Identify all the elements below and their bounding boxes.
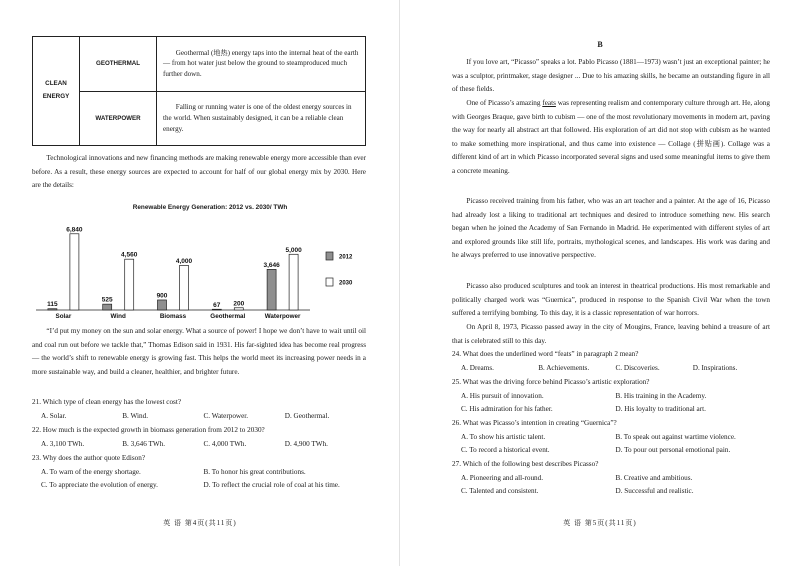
table-category-cell: [33, 37, 80, 145]
question-stem: 27. Which of the following best describes Picasso?: [452, 460, 599, 468]
question-23: [32, 452, 366, 493]
clean-energy-table: [32, 36, 366, 146]
bar-waterpower-2030: [289, 254, 298, 310]
legend-label: 2030: [339, 280, 353, 287]
renewable-energy-bar-chart: [28, 212, 368, 324]
passage-paragraph-4: Picasso also produced sculptures and took an interest in theatrical productions. His most remarkable and politically charged work was “Guernica”, produced in response to the Spanish Civil War when the town suffered a terrifying bombing. To this day, it is a classic representation of war horrors.: [452, 282, 770, 318]
option-a[interactable]: A. To show his artistic talent.: [461, 432, 546, 441]
option-b[interactable]: B. To honor his great contributions.: [203, 467, 306, 476]
intro-paragraph: Technological innovations and new financing methods are making renewable energy more accessible than ever before. As a result, these energy sources are expected to account for half of our global energy mix by 2030. Here are the details:: [32, 154, 366, 190]
option-c[interactable]: C. Talented and consistent.: [461, 487, 539, 496]
bar-wind-2012: [103, 304, 112, 310]
option-d[interactable]: D. Inspirations.: [692, 363, 738, 372]
question-stem: 25. What was the driving force behind Picasso’s artistic exploration?: [452, 378, 650, 386]
bar-value-label: 67: [213, 301, 221, 309]
question-22: [32, 424, 366, 451]
option-d[interactable]: D. 4,900 TWh.: [284, 439, 328, 448]
edison-quote-paragraph: “I’d put my money on the sun and solar energy. What a source of power! I hope we don’t have to wait until oil and coal run out before we tackle that,” Thomas Edison said in 1931. His far-sighted idea has become real progress — the world’s shift to renewable energy is growing fast. This helps the world meet its increasing power needs in a more sustainable way, and build a cleaner, healthier, and brighter future.: [32, 327, 366, 376]
option-c[interactable]: C. To appreciate the evolution of energy.: [41, 481, 158, 490]
table-row: [80, 37, 365, 91]
question-stem: 21. Which type of clean energy has the lowest cost?: [32, 398, 182, 406]
option-d[interactable]: D. His loyalty to traditional art.: [615, 405, 706, 414]
paragraph-text: One of Picasso’s amazing: [466, 99, 543, 107]
question-24: [452, 348, 770, 375]
energy-name: WATERPOWER: [80, 92, 157, 146]
bar-value-label: 5,000: [285, 246, 302, 254]
question-27: [452, 458, 770, 499]
bar-value-label: 525: [101, 296, 113, 304]
bar-geothermal-2030: [234, 308, 243, 310]
question-21: [32, 396, 366, 423]
passage-paragraph-2: [452, 97, 770, 179]
question-25: [452, 376, 770, 417]
bar-value-label: 6,840: [66, 226, 83, 234]
option-b[interactable]: B. 3,646 TWh.: [122, 439, 166, 448]
bar-value-label: 4,560: [121, 251, 138, 259]
option-b[interactable]: B. Creative and ambitious.: [615, 473, 693, 482]
category-label: Solar: [55, 313, 72, 320]
category-label: Waterpower: [264, 313, 301, 320]
option-c[interactable]: C. 4,000 TWh.: [203, 439, 247, 448]
option-b[interactable]: B. His training in the Academy.: [615, 391, 707, 400]
option-c[interactable]: C. Discoveries.: [615, 363, 660, 372]
bar-value-label: 3,646: [263, 261, 280, 269]
energy-description: Geothermal (地热) energy taps into the internal heat of the earth — from hot water just below the ground to steamproduced much further down.: [163, 48, 359, 79]
bar-value-label: 200: [233, 300, 245, 308]
option-d[interactable]: D. To pour out personal emotional pain.: [615, 446, 731, 455]
option-b[interactable]: B. Achievements.: [538, 363, 590, 372]
chart-title: Renewable Energy Generation: 2012 vs. 2030/ TWh: [132, 204, 288, 211]
paragraph-text: was representing realism and contemporary culture through art. He, along with Georges Braque, gave birth to cubism — one of the most revolutionary movements in modern art, paving the way for nearly all abstract art that followed. His exploration of art did not stop with cubism as he wanted to make something more inspirational, and thus came into existence — Collage (拼贴画). Collage was a different kind of art in which Picasso incorporated several signs and used some meaningful items to give them a concrete meaning.: [452, 99, 770, 175]
option-a[interactable]: A. His pursuit of innovation.: [461, 391, 544, 400]
option-b[interactable]: B. To speak out against wartime violence.: [615, 432, 736, 441]
option-c[interactable]: C. His admiration for his father.: [461, 405, 553, 414]
bar-value-label: 900: [156, 292, 168, 300]
bar-biomass-2012: [158, 300, 167, 310]
passage-paragraph-1: If you love art, “Picasso” speaks a lot. Pablo Picasso (1881—1973) wasn’t just an exceptional painter; he was a sculptor, printmaker, stage designer ... Due to his amazing skills, he became an outstanding figure in all of these fields.: [452, 58, 770, 94]
option-a[interactable]: A. 3,100 TWh.: [41, 439, 85, 448]
bar-waterpower-2012: [267, 269, 276, 310]
bar-biomass-2030: [180, 265, 189, 310]
bar-geothermal-2012: [212, 309, 221, 310]
question-stem: 22. How much is the expected growth in biomass generation from 2012 to 2030?: [32, 426, 265, 434]
energy-description: Falling or running water is one of the oldest energy sources in the world. When sustainably designed, it can be a reliable clean energy.: [163, 103, 352, 133]
passage-paragraph-5: On April 8, 1973, Picasso passed away in the city of Mougins, France, leaving behind a treasure of art that is celebrated still to this day.: [452, 323, 770, 345]
bar-wind-2030: [125, 259, 134, 310]
category-label: Geothermal: [210, 313, 246, 320]
legend-label: 2012: [339, 254, 353, 261]
option-c[interactable]: C. To record a historical event.: [461, 446, 550, 455]
passage-paragraph-3: Picasso received training from his father, who was an art teacher and a painter. At the age of 16, Picasso had already lost a liking to traditional art techniques and desired to introduce something new. His search began when he joined the Academy of San Fernando in Madrid. He experimented with different styles of art and explored grounds like still life, portraits, mythological scenes, and landscapes. His work was daring and he always preferred to use innovative perspective.: [452, 197, 770, 260]
category-line: CLEAN: [45, 80, 67, 88]
legend-swatch-2012: [326, 252, 333, 260]
underlined-word-feats: feats: [542, 99, 556, 107]
option-a[interactable]: A. Solar.: [41, 411, 67, 420]
option-d[interactable]: D. Successful and realistic.: [615, 487, 694, 496]
question-stem: 23. Why does the author quote Edison?: [32, 454, 146, 462]
energy-name: GEOTHERMAL: [80, 37, 157, 91]
page-footer: 英 语 第4页(共11页): [163, 519, 237, 527]
option-d[interactable]: D. Geothermal.: [284, 411, 330, 420]
question-stem: 26. What was Picasso’s intention in creating “Guernica”?: [452, 419, 617, 427]
question-26: [452, 417, 770, 458]
option-b[interactable]: B. Wind.: [122, 411, 148, 420]
option-c[interactable]: C. Waterpower.: [203, 411, 249, 420]
bar-value-label: 115: [47, 301, 58, 309]
option-a[interactable]: A. To warn of the energy shortage.: [41, 467, 141, 476]
section-label: B: [597, 40, 603, 49]
question-stem: 24. What does the underlined word “feats” in paragraph 2 mean?: [452, 350, 639, 358]
bar-solar-2012: [48, 309, 57, 310]
bar-value-label: 4,000: [175, 257, 193, 265]
option-a[interactable]: A. Dreams.: [461, 363, 494, 372]
category-label: Biomass: [159, 313, 187, 320]
legend-swatch-2030: [326, 278, 333, 286]
bar-solar-2030: [70, 234, 79, 310]
option-d[interactable]: D. To reflect the crucial role of coal at his time.: [203, 481, 340, 490]
category-label: Wind: [110, 313, 126, 320]
page-footer: 英 语 第5页(共11页): [563, 519, 637, 527]
option-a[interactable]: A. Pioneering and all-round.: [461, 473, 544, 482]
table-row: [80, 91, 365, 146]
category-line: ENERGY: [42, 93, 70, 100]
